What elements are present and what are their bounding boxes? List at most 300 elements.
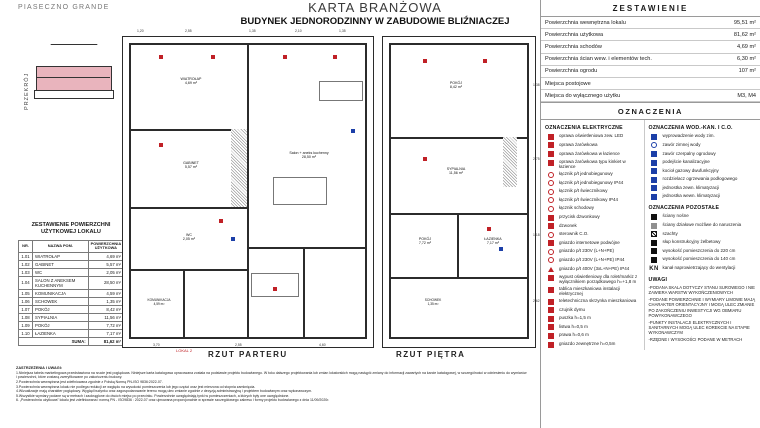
zestawienie-value: 4,69 m²	[706, 41, 760, 53]
room-label	[397, 237, 453, 245]
legend-item	[545, 240, 641, 247]
legend-electrical	[541, 120, 645, 349]
room-label	[255, 151, 363, 159]
room-label	[143, 77, 239, 85]
zestawienie-label: Powierzchnia ścian wew. i elementów tech.	[541, 53, 706, 65]
legend-item	[649, 265, 757, 272]
electrical-mark	[211, 55, 215, 59]
row-nr: 1.10	[19, 329, 33, 337]
dimension: 1,35	[249, 29, 256, 33]
row-name: WC	[33, 268, 89, 276]
legend-item-label: wysokość pomieszczenia do 140 cm	[662, 256, 736, 262]
electrical-mark	[159, 143, 163, 147]
legend-item-label: ściany nośne	[662, 213, 689, 219]
room-area: 5,57 m²	[184, 165, 198, 170]
legend-item-label: teletechniczna skrzynka mieszkaniowa	[559, 298, 637, 304]
zestawienie-value	[706, 77, 760, 89]
table-row	[19, 305, 124, 313]
wall	[129, 43, 131, 339]
legend-item	[545, 315, 641, 322]
legend-item	[545, 180, 641, 187]
project-tag: PIASECZNO GRANDE	[18, 4, 110, 11]
notes-block	[16, 366, 528, 403]
plan-caption-ground: RZUT PARTERU	[208, 350, 288, 359]
oznaczenia-title: OZNACZENIA	[541, 102, 760, 120]
table-row	[19, 297, 124, 305]
room-label	[401, 167, 511, 175]
room-name: Salon + aneks kuchenny	[289, 151, 329, 155]
legend-item-label: oprawa żarówkowa typu kinkiet w łazience	[559, 159, 626, 170]
room-label	[143, 161, 239, 169]
room-area: 28,50 m²	[301, 155, 317, 160]
general-symbol-icon	[649, 222, 660, 229]
row-name: SALON Z ANEKSEM KUCHENNYM	[33, 276, 89, 289]
room-name: POKÓJ	[449, 81, 463, 85]
room-name: POKÓJ	[418, 237, 432, 241]
row-area: 11,56 m²	[88, 313, 123, 321]
room-label	[401, 81, 511, 89]
zestawienie-value: 107 m²	[706, 65, 760, 77]
electrical-symbol-icon	[545, 248, 556, 255]
general-symbol-icon	[649, 231, 660, 238]
legend-item	[545, 159, 641, 169]
electrical-mark	[219, 219, 223, 223]
sum-value: 81,62 m²	[88, 337, 123, 345]
dimension: 3,70	[153, 343, 160, 347]
legend-item	[545, 266, 641, 273]
wall	[389, 277, 529, 279]
wall	[527, 43, 529, 339]
room-area: 7,17 m²	[486, 241, 500, 246]
room-name: SYPIALNIA	[446, 167, 466, 171]
electrical-mark	[283, 55, 287, 59]
general-symbol-icon	[649, 213, 660, 220]
electrical-symbol-icon	[545, 341, 556, 348]
row-name: POKÓJ	[33, 305, 89, 313]
electrical-mark	[423, 157, 427, 161]
electrical-symbol-icon	[545, 298, 556, 305]
row-nr: 1.02	[19, 260, 33, 268]
room-label	[403, 299, 463, 306]
zestawienie-title: ZESTAWIENIE	[541, 0, 760, 17]
uwagi-line: -RZĘDNE I WYSOKOŚCI PODANE W METRACH	[648, 336, 743, 342]
elevation-thumbnail	[34, 44, 112, 104]
dimension: 1,35	[339, 29, 346, 33]
dimension: 2,62	[533, 299, 540, 303]
zestawienie-row	[541, 77, 760, 89]
legend-item	[545, 133, 641, 140]
legend-item-label: gniazdo p/t 400V (3xL+N+PE) IP44	[559, 265, 630, 271]
surface-col-area: POWIERZCHNIA UŻYTKOWA	[88, 241, 123, 253]
wall	[389, 337, 529, 339]
wall	[365, 43, 367, 339]
dimension: 1,20	[137, 29, 144, 33]
legend-item	[545, 214, 641, 221]
legend-item-label: kocioł gazowy dwufunkcyjny	[662, 167, 719, 173]
row-nr: 1.07	[19, 305, 33, 313]
electrical-mark	[423, 59, 427, 63]
electrical-symbol-icon	[545, 133, 556, 140]
zestawienie-label: Miejsca do wyłącznego użytku	[541, 90, 706, 102]
row-nr: 1.09	[19, 321, 33, 329]
legend-item	[649, 176, 757, 183]
table-row	[19, 268, 124, 276]
zestawienie-row	[541, 65, 760, 77]
elevation-line	[36, 77, 110, 78]
legend-item	[649, 168, 757, 175]
legend-item	[545, 197, 641, 204]
dimension: 1,18	[533, 233, 540, 237]
legend-item-label: szachty	[662, 230, 678, 236]
electrical-symbol-icon	[545, 151, 556, 158]
zestawienie-table	[541, 17, 760, 102]
zestawienie-label: Powierzchnia schodów	[541, 41, 706, 53]
row-nr: 1.03	[19, 268, 33, 276]
room-area: 2,05 m²	[182, 237, 196, 242]
sheet-title-block	[210, 0, 540, 27]
legend-item	[649, 213, 757, 220]
electrical-symbol-icon	[545, 159, 556, 166]
wall	[389, 213, 529, 215]
table-row-sum	[19, 337, 124, 345]
legend-item-label: rozdzielacz ogrzewania podłogowego	[662, 176, 738, 182]
row-nr: 1.06	[19, 297, 33, 305]
legend-item-label: łącznik p/t świecznikowy	[559, 188, 608, 194]
note-line: 1.Niniejsza tabela marketingowa przedstawiona na rzucie jest poglądowa. Niniejsze karta katalogowa opracowana została na podstawie projektu budowlanego. W toku dalszego projektowania lub zmian lokatorskich mogą nastąpić zmiany do informacji zawartych na karcie katalogowej, w szczególności w odniesieniu do wymiarów i powierzchni, które zostaną zweryfikowane po zakończeniu budowy.	[16, 370, 527, 380]
electrical-mark	[333, 55, 337, 59]
section-label	[14, 52, 30, 112]
row-area: 7,17 m²	[88, 329, 123, 337]
legend-item	[649, 231, 757, 238]
table-row	[19, 321, 124, 329]
row-nr: 1.04	[19, 276, 33, 289]
row-area: 7,72 m²	[88, 321, 123, 329]
zestawienie-label: Powierzchnia wewnętrzna lokalu	[541, 17, 706, 29]
electrical-symbol-icon	[545, 214, 556, 221]
plumbing-mark	[499, 247, 503, 251]
row-nr: 1.05	[19, 289, 33, 297]
row-name: WIATROŁAP	[33, 252, 89, 260]
plumbing-symbol-icon	[649, 193, 660, 200]
room-area: 4,69 m²	[184, 81, 198, 86]
table-row	[19, 260, 124, 268]
legend-item-label: łącznik schodowy	[559, 205, 595, 211]
electrical-symbol-icon	[545, 223, 556, 230]
row-name: ŁAZIENKA	[33, 329, 89, 337]
general-symbol-icon: KN	[649, 265, 659, 272]
legend-item-label: dzwonek	[559, 222, 577, 228]
electrical-mark	[159, 55, 163, 59]
legend-item	[545, 248, 641, 255]
legend-item	[545, 142, 641, 149]
electrical-symbol-icon	[545, 231, 556, 238]
electrical-symbol-icon	[545, 266, 556, 273]
wall	[389, 43, 391, 339]
legend-item	[649, 248, 757, 255]
plumbing-symbol-icon	[649, 176, 660, 183]
table-row	[19, 276, 124, 289]
note-line: 5.Wszystkie wymiary podane są w metrach i zaokrąglone do dwóch miejsc po przecinku. Powierzchnie uwzględniają tynki w pomieszczeniach, a których były one uwzględnione.	[16, 393, 290, 398]
zestawienie-row	[541, 29, 760, 41]
plumbing-symbol-icon	[649, 159, 660, 166]
legend-wodkan-heading: OZNACZENIA WOD.-KAN. I C.O.	[648, 125, 733, 132]
electrical-symbol-icon	[545, 197, 556, 204]
legend-other-heading: OZNACZENIA POZOSTAŁE	[648, 205, 720, 212]
electrical-symbol-icon	[545, 324, 556, 331]
legend-item-label: słup konstrukcyjny żelbetowy	[662, 239, 721, 245]
legend-item-label: przycisk dzwonkowy	[559, 214, 600, 219]
legend-item-label: oprawa oświetleniowa zew. LED	[559, 133, 624, 139]
legend-item-label: łącznik p/t świecznikowy IP44	[559, 196, 619, 202]
dimension: 2,75	[533, 157, 540, 161]
row-area: 1,35 m²	[88, 297, 123, 305]
legend-electrical-heading: OZNACZENIA ELEKTRYCZNE	[545, 125, 623, 132]
legend-item	[545, 205, 641, 212]
sum-label: SUMA:	[19, 337, 89, 345]
table-row	[19, 289, 124, 297]
zestawienie-value: 95,51 m²	[706, 17, 760, 29]
plumbing-symbol-icon	[649, 168, 660, 175]
floor-plan-upper	[382, 36, 540, 348]
note-line: 3.Powierzchnia wewnętrzna lokalu nie podlega redukcji ze względu na wysokość pomieszczenia lub jego części oraz jest mierzona od stopnia zamknięcia.	[16, 384, 256, 389]
legend-item-label: kanał naprowietrzający do wentylacji	[662, 265, 736, 271]
room-area: 1,35 m²	[427, 301, 439, 306]
electrical-mark	[273, 287, 277, 291]
zestawienie-value: 81,62 m²	[706, 29, 760, 41]
sheet-title: KARTA BRANŻOWA	[308, 0, 442, 15]
electrical-symbol-icon	[545, 180, 556, 187]
shaft	[503, 137, 517, 187]
wall	[247, 43, 249, 339]
row-area: 4,59 m²	[88, 289, 123, 297]
wall	[129, 207, 249, 209]
elevation-body	[36, 66, 112, 92]
legend-item-label: gniazdo p/t 230V (L+N+PE) IP44	[559, 256, 625, 262]
legend-item	[545, 286, 641, 296]
legend-item	[545, 341, 641, 348]
wall	[183, 269, 185, 339]
elevation-roof	[38, 44, 110, 68]
row-area: 8,42 m²	[88, 305, 123, 313]
legend-item	[649, 193, 757, 200]
row-name: SYPIALNIA	[33, 313, 89, 321]
lokal-label: LOKAL 2	[176, 348, 193, 353]
uwagi-line: -PUNKTY INSTALACJI ELEKTRYCZNYCH I SANITARNYCH MOGĄ ULEC KOREKCIE NA ETAPIE WYKONAWCZYM	[648, 319, 750, 336]
legend-item-label: puszka h=1,5 m	[559, 315, 591, 321]
plumbing-mark	[351, 129, 355, 133]
floor-plan-ground	[122, 29, 374, 348]
legend-item	[545, 171, 641, 178]
legend-item	[545, 231, 641, 238]
legend-item-label: wyprowadzenie wody zim.	[662, 133, 715, 139]
electrical-mark	[483, 59, 487, 63]
plan-caption-upper: RZUT PIĘTRA	[396, 350, 466, 359]
legend-item-label: gniazdo p/t 230V (L+N+PE)	[559, 248, 615, 254]
general-symbol-icon	[649, 256, 660, 263]
zestawienie-value: M3, M4	[706, 90, 760, 102]
room-name: KOMUNIKACJA	[147, 298, 171, 302]
row-area: 4,69 m²	[88, 252, 123, 260]
legend-item	[649, 159, 757, 166]
room-label	[463, 237, 523, 245]
wall	[249, 247, 367, 249]
row-area: 28,50 m²	[88, 276, 123, 289]
surface-col-nr: NR.	[19, 241, 33, 253]
room-name: WC	[186, 233, 192, 237]
surface-col-name: NAZWA POM.	[33, 241, 89, 253]
legend-item	[545, 188, 641, 195]
legend-right-column	[645, 120, 760, 349]
electrical-symbol-icon	[545, 142, 556, 149]
legend-item	[545, 257, 641, 264]
electrical-symbol-icon	[545, 332, 556, 339]
note-line: 6. „Powierzchnia użytkowa” lokalu jest zdefiniowana i normą PN - ISO9836 : 2022-07 oraz ujmowana proporcjonalnie w sprawie szczegółowego zakresu i formy projektu budowlanego z dnia 11/09/2020r.	[16, 398, 330, 403]
table-row	[19, 329, 124, 337]
legend-item-label: podejście kanalizacyjne	[662, 159, 710, 165]
note-line: 2.Powierzchnia wewnętrzna jest zdefiniowana zgodnie z Polską Normą PN-ISO 9836:2022-07.	[16, 380, 163, 385]
room-area: 7,72 m²	[418, 241, 432, 246]
legend-item	[649, 239, 757, 246]
table-row	[19, 252, 124, 260]
surface-table-title: ZESTAWIENIE POWIERZCHNI UŻYTKOWEJ LOKALU	[31, 222, 111, 235]
zestawienie-label: Miejsca postojowe	[541, 77, 706, 89]
legend-item-label: łącznik p/t jednobiegunowy	[559, 171, 613, 177]
room-label	[137, 299, 181, 306]
wall	[303, 247, 305, 339]
zestawienie-label: Powierzchnia ogrodu	[541, 65, 706, 77]
legend-item-label: ściany działowe możliwe do naruszenia	[662, 222, 742, 228]
room-label	[141, 233, 237, 241]
legend-item	[649, 185, 757, 192]
sheet-subtitle: BUDYNEK JEDNORODZINNY W ZABUDOWIE BLIŹNIACZEJ	[240, 16, 510, 27]
electrical-symbol-icon	[545, 205, 556, 212]
electrical-symbol-icon	[545, 171, 556, 178]
plumbing-symbol-icon	[649, 133, 660, 140]
electrical-symbol-icon	[545, 188, 556, 195]
plumbing-symbol-icon	[649, 142, 660, 149]
uwagi-line: -PODANA SKALA DOTYCZY STANU SUROWEGO I NIE ZAWIERA WARSTW WYKOŃCZENIOWYCH	[648, 285, 755, 296]
legend-item-label: łącznik p/t jednobiegunowy IP44	[559, 179, 624, 185]
room-name: GABINET	[183, 161, 199, 165]
legend-item	[545, 332, 641, 339]
row-name: KOMUNIKACJA	[33, 289, 89, 297]
legend-item-label: czujnik dymu	[559, 306, 586, 312]
electrical-mark	[487, 227, 491, 231]
zestawienie-row	[541, 17, 760, 29]
legend-item	[545, 223, 641, 230]
right-panel	[540, 0, 760, 428]
electrical-symbol-icon	[545, 274, 556, 281]
general-symbol-icon	[649, 248, 660, 255]
wall	[457, 213, 459, 277]
legend-item-label: zawór czerpalny ogrodowy	[662, 150, 716, 156]
row-nr: 1.01	[19, 252, 33, 260]
legend-item	[649, 142, 757, 149]
furniture-sofa	[319, 81, 363, 101]
legend-item-label: oprawa żarówkowa	[559, 141, 598, 147]
legend-item-label: wysokość pomieszczenia do 220 cm	[662, 247, 736, 253]
row-area: 2,05 m²	[88, 268, 123, 276]
plumbing-symbol-icon	[649, 185, 660, 192]
legend-item	[545, 298, 641, 305]
dimension: 2,55	[235, 343, 242, 347]
wall	[389, 43, 529, 45]
dimension: 2,55	[185, 29, 192, 33]
legend-item	[545, 151, 641, 158]
legend-item-label: listwa h=0,5 m	[559, 323, 588, 329]
wall	[129, 269, 249, 271]
legend-item	[649, 222, 757, 229]
zestawienie-row	[541, 41, 760, 53]
room-area: 11,56 m²	[449, 171, 463, 176]
plumbing-mark	[231, 237, 235, 241]
legend-item	[545, 307, 641, 314]
zestawienie-row	[541, 90, 760, 102]
legend-item-label: gniazdo zewnętrzne h=0,5m	[559, 341, 616, 346]
zestawienie-value: 6,30 m²	[706, 53, 760, 65]
table-row	[19, 313, 124, 321]
room-name: SCHOWEK	[424, 298, 442, 302]
furniture-table	[273, 177, 327, 205]
notes-heading: ZASTRZEŻENIA I UWAGI:	[16, 366, 63, 370]
legend-item	[545, 274, 641, 284]
row-area: 5,57 m²	[88, 260, 123, 268]
room-name: WIATROŁAP	[180, 77, 202, 81]
electrical-symbol-icon	[545, 307, 556, 314]
electrical-symbol-icon	[545, 286, 556, 293]
zestawienie-label: Powierzchnia użytkowa	[541, 29, 706, 41]
electrical-symbol-icon	[545, 257, 556, 264]
furniture-kitchen	[251, 273, 299, 297]
room-area: 8,42 m²	[449, 85, 463, 90]
legend-item-label: prawa h=0,6 m	[559, 332, 589, 338]
room-name: ŁAZIENKA	[484, 237, 502, 241]
legend-columns	[541, 120, 760, 349]
legend-item	[649, 256, 757, 263]
legend-item-label: wypust oświetleniowy dla rolet/markiz z wyłącznikiem porządkowego h=+1,8 m	[559, 274, 638, 285]
legend-item-label: tablica mieszkaniowa instalacji elektrycznej	[559, 286, 621, 297]
electrical-symbol-icon	[545, 315, 556, 322]
note-line: 4.Wizualizacje mają charakter poglądowy. Wygląd budynku oraz zagospodarowanie terenu mogą ulec zmianie zgodnie z decyzją administracyjną i projektem budowlanym oraz wykonawczym.	[16, 389, 312, 394]
legend-uwagi-heading: UWAGI	[648, 277, 668, 284]
dimension: 1,38	[533, 83, 540, 87]
legend-item-label: gniazdo internetowe podwójne	[559, 239, 620, 245]
section-label-text: PRZEKRÓJ	[24, 72, 30, 110]
legend-item-label: jednostka wewn. klimatyzacji	[662, 193, 721, 199]
legend-item-label: sterownik C.O.	[559, 231, 589, 237]
uwagi-line: -PODANE POWIERZCHNIE I WYMIARY LIMOWE MAJĄ CHARAKTER ORIENTACYJNY I MOGĄ ULEC ZMIANIE PO ZAKOŃCZENIU INWESTYCJI WG OBMIARU POWYKONAWCZEGO	[648, 297, 756, 318]
legend-item-label: zawór zimnej wody	[662, 141, 701, 147]
general-symbol-icon	[649, 239, 660, 246]
legend-item	[545, 324, 641, 331]
legend-item-label: jednostka zewn. klimatyzacji	[662, 184, 720, 190]
row-name: POKÓJ	[33, 321, 89, 329]
surface-table	[18, 240, 124, 346]
legend-item-label: oprawa żarówkowa w łazience	[559, 150, 620, 156]
row-name: GABINET	[33, 260, 89, 268]
legend-item	[649, 151, 757, 158]
zestawienie-row	[541, 53, 760, 65]
dimension: 4,60	[319, 343, 326, 347]
dimension: 2,10	[295, 29, 302, 33]
elevation-base	[34, 90, 114, 99]
electrical-symbol-icon	[545, 240, 556, 247]
row-nr: 1.08	[19, 313, 33, 321]
legend-item	[649, 133, 757, 140]
row-name: SCHOWEK	[33, 297, 89, 305]
plumbing-symbol-icon	[649, 151, 660, 158]
room-area: 4,59 m²	[153, 301, 165, 306]
